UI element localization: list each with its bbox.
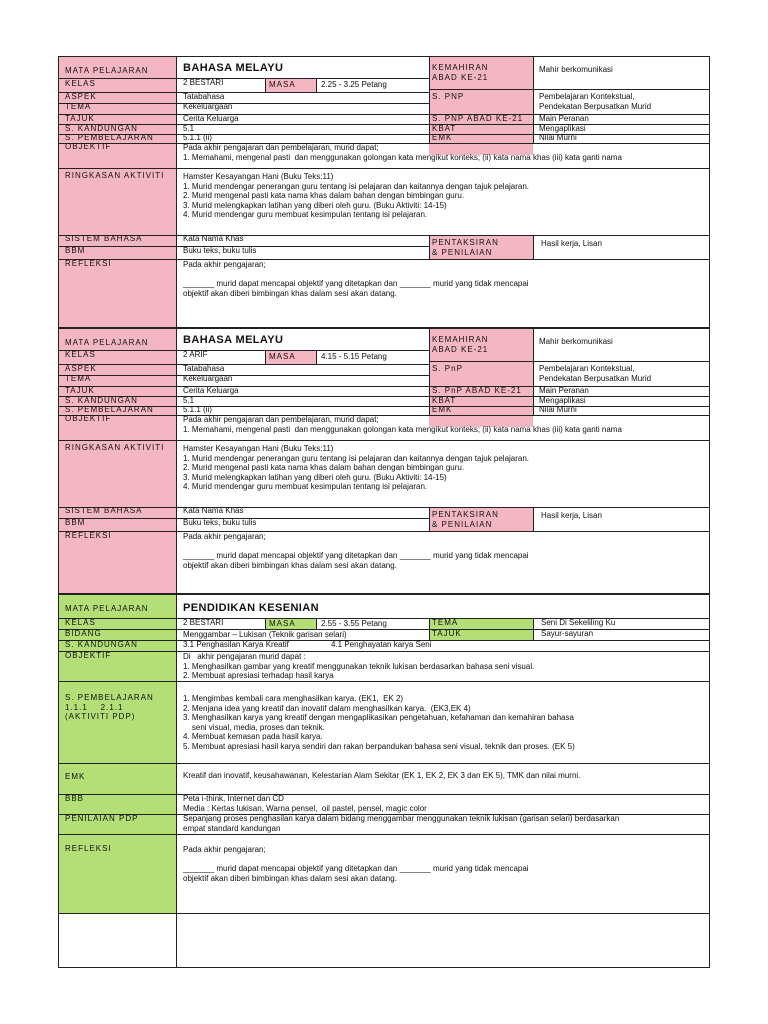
spnp21-label: S. PNP ABAD KE-21 bbox=[432, 114, 524, 123]
ringkasan-value: Hamster Kesayangan Hani (Buku Teks:11) 1. Murid mendengar penerangan guru tentang isi pelajaran dan kaitannya dengan tajuk pelajaran. 2. Murid mengenal pasti kata nama khas dalam bahan dengan bimbingan guru. 3. Murid melengkapkan latihan yang diberi oleh guru. (Buku Aktiviti: 14-15) 4. Murid mendengar guru membuat kesimpulan tentang isi pelajaran. bbox=[183, 172, 530, 220]
spembelajaran-label: S. PEMBELAJARAN bbox=[65, 133, 154, 142]
kemahiran-label: KEMAHIRAN ABAD KE-21 bbox=[432, 63, 489, 82]
tajuk-label: TAJUK bbox=[65, 386, 95, 395]
spembelajaran-value: 5.1.1 (ii) bbox=[183, 133, 212, 142]
pentaksiran-label: PENTAKSIRAN & PENILAIAN bbox=[432, 510, 499, 529]
masa-label: MASA bbox=[269, 80, 296, 89]
kelas-label: KELAS bbox=[65, 79, 96, 88]
sistem-bahasa-label: SISTEM BAHASA bbox=[65, 234, 143, 243]
refleksi-label: REFLEKSI bbox=[65, 844, 112, 853]
skandungan-value: 5.1 bbox=[183, 396, 195, 405]
pentaksiran-value: Hasil kerja, Lisan bbox=[541, 511, 602, 520]
emk-value: Kreatif dan inovatif, keusahawanan, Kelestarian Alam Sekitar (EK 1, EK 2, EK 3 dan EK 5), TMK dan nilai murni. bbox=[183, 771, 581, 780]
tema-value: Kekeluargaan bbox=[183, 374, 233, 383]
refleksi-value: Pada akhir pengajaran; _______ murid dapat mencapai objektif yang ditetapkan dan _______ murid yang tidak mencapai objektif akan diberi bimbingan khas dalam sesi akan datang. bbox=[183, 532, 529, 570]
emk-label: EMK bbox=[65, 772, 86, 781]
kbat-label: KBAT bbox=[432, 396, 457, 405]
tema-label: TEMA bbox=[65, 102, 92, 111]
subject-title: BAHASA MELAYU bbox=[183, 334, 284, 346]
spembelajaran-value: 1. Mengimbas kembali cara menghasilkan karya. (EK1, EK 2) 2. Menjana idea yang kreatif dan inovatif dalam menghasilkan karya. (EK3,EK 4) 3. Menghasilkan karya yang kreatif dengan mengaplikasikan pengetahuan, kefahaman dan kemahiran bahasa seni visual, media, proses dan teknik. 4. Membuat kemasan pada hasil karya. 5. Membuat apresiasi hasil karya sendiri dan rakan berpandukan bahasa seni visual, teknik dan proses. (EK 5) bbox=[183, 694, 575, 751]
bbm-value: Buku teks, buku tulis bbox=[183, 518, 257, 527]
kemahiran-value: Mahir berkomunikasi bbox=[539, 65, 613, 74]
skandungan-label: S. KANDUNGAN bbox=[65, 124, 138, 133]
tajuk-value: Cerita Keluarga bbox=[183, 386, 239, 395]
tajuk-value: Sayur-sayuran bbox=[541, 629, 594, 638]
kbat-value: Mengaplikasi bbox=[539, 396, 586, 405]
emk-value: Nilai Murni bbox=[539, 133, 577, 142]
objektif-label: OBJEKTIF bbox=[65, 414, 112, 423]
pentaksiran-value: Hasil kerja, Lisan bbox=[541, 239, 602, 248]
masa-label: MASA bbox=[269, 619, 296, 628]
tema-label: TEMA bbox=[432, 618, 459, 627]
emk-value: Nilai Murni bbox=[539, 405, 577, 414]
tema-value: Kekeluargaan bbox=[183, 102, 233, 111]
bbm-label: BBM bbox=[65, 246, 86, 255]
ringkasan-value: Hamster Kesayangan Hani (Buku Teks:11) 1. Murid mendengar penerangan guru tentang isi pelajaran dan kaitannya dengan tajuk pelajaran. 2. Murid mengenal pasti kata nama khas dalam bahan dengan bimbingan guru. 3. Murid melengkapkan latihan yang diberi oleh guru. (Buku Aktiviti: 14-15) 4. Murid mendengar guru membuat kesimpulan tentang isi pelajaran. bbox=[183, 444, 530, 492]
spnp-value: Pembelajaran Kontekstual, Pendekatan Berpusatkan Murid bbox=[539, 364, 652, 383]
kelas-value: 2 BESTARI bbox=[183, 618, 224, 627]
skandungan-label: S. KANDUNGAN bbox=[65, 640, 138, 649]
bidang-label: BIDANG bbox=[65, 629, 102, 638]
mata-pelajaran-label: MATA PELAJARAN bbox=[65, 604, 149, 613]
mata-pelajaran-label: MATA PELAJARAN bbox=[65, 338, 149, 347]
skandungan-label: S. KANDUNGAN bbox=[65, 396, 138, 405]
kbat-label: KBAT bbox=[432, 124, 457, 133]
masa-value: 4.15 - 5.15 Petang bbox=[321, 352, 387, 361]
emk-label: EMK bbox=[432, 133, 453, 142]
bidang-value: Menggambar – Lukisan (Teknik garisan selari) bbox=[183, 630, 347, 639]
subject-title: BAHASA MELAYU bbox=[183, 62, 284, 74]
sistem-bahasa-value: Kata Nama Khas bbox=[183, 506, 244, 515]
tajuk-label: TAJUK bbox=[65, 114, 95, 123]
tajuk-value: Cerita Keluarga bbox=[183, 114, 239, 123]
objektif-label: OBJEKTIF bbox=[65, 142, 112, 151]
ringkasan-label: RINGKASAN AKTIVITI bbox=[65, 171, 165, 180]
lesson-block-seni bbox=[59, 595, 709, 967]
bbb-label: BBB bbox=[65, 794, 85, 803]
penilaian-label: PENILAIAN PDP bbox=[65, 814, 139, 823]
kelas-value: 2 BESTARI bbox=[183, 78, 224, 87]
kelas-label: KELAS bbox=[65, 350, 96, 359]
tema-label: TEMA bbox=[65, 374, 92, 383]
refleksi-value: Pada akhir pengajaran; _______ murid dapat mencapai objektif yang ditetapkan dan _______ murid yang tidak mencapai objektif akan diberi bimbingan khas dalam sesi akan datang. bbox=[183, 845, 529, 883]
kbat-value: Mengaplikasi bbox=[539, 124, 586, 133]
sistem-bahasa-value: Kata Nama Khas bbox=[183, 234, 244, 243]
objektif-value: Di akhir pengajaran murid dapat : 1. Menghasilkan gambar yang kreatif menggunakan teknik lukisan berdasarkan bahasa seni visual. 2. Membuat apresiasi terhadap hasil karya bbox=[183, 652, 535, 681]
kelas-label: KELAS bbox=[65, 618, 96, 627]
tema-value: Seni Di Sekeliling Ku bbox=[541, 618, 616, 627]
tajuk-label: TAJUK bbox=[432, 629, 462, 638]
skandungan-value: 5.1 bbox=[183, 124, 195, 133]
objektif-label: OBJEKTIF bbox=[65, 651, 112, 660]
kemahiran-value: Mahir berkomunikasi bbox=[539, 337, 613, 346]
objektif-value: Pada akhir pengajaran dan pembelajaran, murid dapat; 1. Memahami, mengenal pasti dan menggunakan golongan kata mengikut konteks; (ii) kata nama khas (iii) kata ganti nama bbox=[183, 143, 622, 162]
objektif-value: Pada akhir pengajaran dan pembelajaran, murid dapat; 1. Memahami, mengenal pasti dan menggunakan golongan kata mengikut konteks; (ii) kata nama khas (iii) kata ganti nama bbox=[183, 415, 622, 434]
refleksi-value: Pada akhir pengajaran; _______ murid dapat mencapai objektif yang ditetapkan dan _______ murid yang tidak mencapai objektif akan diberi bimbingan khas dalam sesi akan datang. bbox=[183, 260, 529, 298]
kemahiran-label: KEMAHIRAN ABAD KE-21 bbox=[432, 335, 489, 354]
masa-value: 2.25 - 3.25 Petang bbox=[321, 80, 387, 89]
ringkasan-label: RINGKASAN AKTIVITI bbox=[65, 443, 165, 452]
spnp-label: S. PNP bbox=[432, 92, 465, 101]
aspek-label: ASPEK bbox=[65, 92, 97, 101]
spnp21-label: S. PnP ABAD KE-21 bbox=[432, 386, 522, 395]
spnp21-value: Main Peranan bbox=[539, 386, 589, 395]
penilaian-value: Sepanjang proses penghasilan karya dalam bidang menggambar menggunakan teknik lukisan (garisan selari) berdasarkan empat standard kandungan bbox=[183, 814, 620, 833]
mata-pelajaran-label: MATA PELAJARAN bbox=[65, 66, 149, 75]
refleksi-label: REFLEKSI bbox=[65, 259, 112, 268]
bbm-value: Buku teks, buku tulis bbox=[183, 246, 257, 255]
pentaksiran-label: PENTAKSIRAN & PENILAIAN bbox=[432, 238, 499, 257]
masa-label: MASA bbox=[269, 352, 296, 361]
spnp21-value: Main Peranan bbox=[539, 114, 589, 123]
lesson-block-1 bbox=[59, 57, 709, 329]
sistem-bahasa-label: SISTEM BAHASA bbox=[65, 506, 143, 515]
bbm-label: BBM bbox=[65, 518, 86, 527]
refleksi-label: REFLEKSI bbox=[65, 531, 112, 540]
spembelajaran-value: 5.1.1 (ii) bbox=[183, 405, 212, 414]
aspek-value: Tatabahasa bbox=[183, 92, 225, 101]
aspek-value: Tatabahasa bbox=[183, 364, 225, 373]
spnp-label: S. PnP bbox=[432, 364, 463, 373]
masa-value: 2.55 - 3.55 Petang bbox=[321, 619, 387, 628]
kelas-value: 2 ARIF bbox=[183, 350, 208, 359]
subject-title: PENDIDIKAN KESENIAN bbox=[183, 602, 319, 614]
spembelajaran-label: S. PEMBELAJARAN 1.1.1 2.1.1 (AKTIVITI PDP) bbox=[65, 693, 154, 722]
spembelajaran-label: S. PEMBELAJARAN bbox=[65, 405, 154, 414]
skandungan-value-1: 3.1 Penghasilan Karya Kreatif bbox=[183, 640, 289, 649]
lesson-plan-sheet bbox=[58, 56, 710, 968]
spnp-value: Pembelajaran Kontekstual, Pendekatan Berpusatkan Murid bbox=[539, 92, 652, 111]
skandungan-value-2: 4.1 Penghayatan karya Seni bbox=[331, 640, 432, 649]
aspek-label: ASPEK bbox=[65, 364, 97, 373]
lesson-block-2 bbox=[59, 329, 709, 595]
emk-label: EMK bbox=[432, 405, 453, 414]
bbb-value: Peta i-think, Internet dan CD Media : Kertas lukisan, Warna pensel, oil pastel, pensel, magic color bbox=[183, 794, 427, 813]
